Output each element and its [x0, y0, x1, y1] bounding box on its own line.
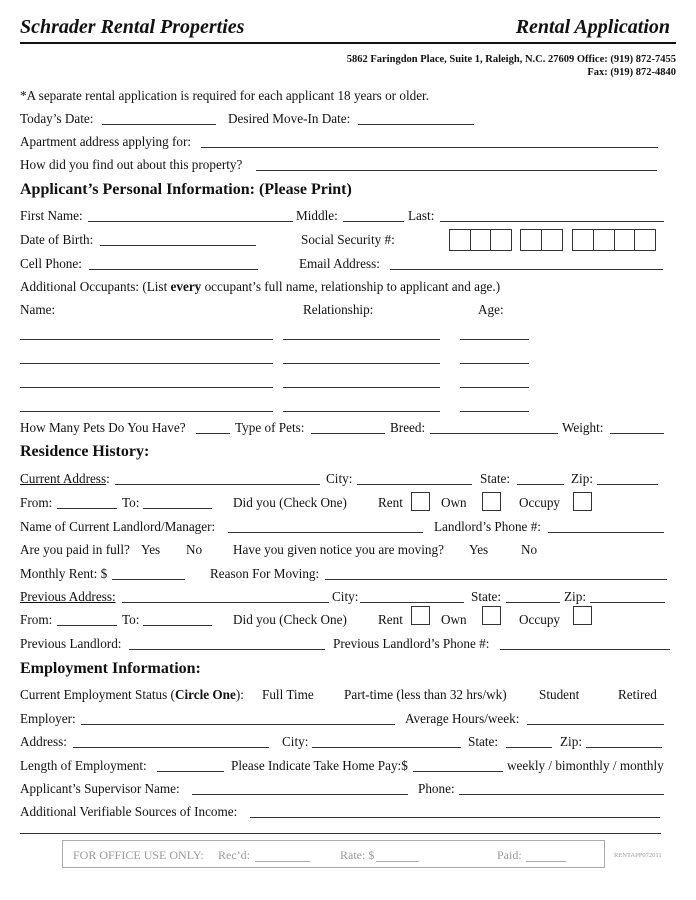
prev-check-one-label: Did you (Check One): [233, 612, 347, 627]
company-name: Schrader Rental Properties: [20, 16, 245, 38]
dob-field[interactable]: [100, 245, 256, 246]
zip-label: Zip:: [571, 471, 593, 486]
first-name-field[interactable]: [88, 221, 293, 222]
avg-hours-label: Average Hours/week:: [405, 711, 520, 726]
employer-state-label: State:: [468, 734, 499, 749]
landlord-phone-field[interactable]: [548, 532, 664, 533]
apt-address-label: Apartment address applying for:: [20, 134, 192, 149]
take-home-label: Please Indicate Take Home Pay:$: [231, 758, 408, 773]
pets-count-label: How Many Pets Do You Have?: [20, 420, 186, 435]
occupant-age-field[interactable]: [460, 363, 529, 364]
employment-status-label: Current Employment Status (Circle One):: [20, 687, 244, 702]
ssn-group-3[interactable]: [572, 229, 656, 251]
occupants-instructions: Additional Occupants: (List every occupant’s full name, relationship to applicant and age.): [20, 279, 501, 294]
ssn-group-2[interactable]: [520, 229, 563, 251]
own-checkbox[interactable]: [482, 492, 501, 511]
header-rule: [20, 42, 676, 44]
status-part-time[interactable]: Part-time (less than 32 hrs/wk): [344, 687, 507, 702]
reason-label: Reason For Moving:: [210, 566, 320, 581]
monthly-rent-field[interactable]: [112, 579, 185, 580]
move-in-label: Desired Move-In Date:: [228, 111, 351, 126]
occupant-name-field[interactable]: [20, 339, 273, 340]
prev-from-label: From:: [20, 612, 53, 627]
additional-income-label: Additional Verifiable Sources of Income:: [20, 804, 238, 819]
fax-number: Fax: (919) 872-4840: [587, 67, 676, 78]
occupant-relationship-field[interactable]: [283, 411, 440, 412]
document-title: Rental Application: [515, 16, 670, 38]
residence-heading: Residence History:: [20, 443, 150, 460]
status-student[interactable]: Student: [539, 687, 580, 702]
to-label: To:: [122, 495, 140, 510]
paid-full-no[interactable]: No: [186, 542, 203, 557]
occupant-name-field[interactable]: [20, 411, 273, 412]
status-retired[interactable]: Retired: [618, 687, 657, 702]
office-paid-field[interactable]: [526, 861, 566, 862]
current-address-field[interactable]: [115, 484, 320, 485]
move-in-field[interactable]: [358, 124, 474, 125]
employer-zip-field[interactable]: [586, 747, 662, 748]
supervisor-field[interactable]: [192, 794, 408, 795]
paid-full-label: Are you paid in full?: [20, 542, 130, 557]
avg-hours-field[interactable]: [527, 724, 664, 725]
additional-income-field[interactable]: [250, 817, 660, 818]
office-rate-field[interactable]: [376, 861, 419, 862]
occupant-age-field[interactable]: [460, 387, 529, 388]
email-label: Email Address:: [299, 256, 380, 271]
landlord-phone-label: Landlord’s Phone #:: [434, 519, 541, 534]
city-label: City:: [326, 471, 353, 486]
additional-income-field-2[interactable]: [20, 833, 661, 834]
prev-own-checkbox[interactable]: [482, 606, 501, 625]
employer-field[interactable]: [81, 724, 395, 725]
supervisor-phone-field[interactable]: [459, 794, 664, 795]
application-note: *A separate rental application is required for each applicant 18 years or older.: [20, 88, 430, 103]
supervisor-phone-label: Phone:: [418, 781, 455, 796]
monthly-rent-label: Monthly Rent: $: [20, 566, 108, 581]
prev-from-field[interactable]: [57, 625, 117, 626]
apt-address-field[interactable]: [201, 147, 658, 148]
pets-count-field[interactable]: [196, 433, 230, 434]
occupant-relationship-header: Relationship:: [303, 302, 374, 317]
weight-field[interactable]: [610, 433, 664, 434]
state-label: State:: [480, 471, 511, 486]
prev-rent-label: Rent: [378, 612, 403, 627]
prev-state-field[interactable]: [506, 602, 560, 603]
notice-yes[interactable]: Yes: [469, 542, 489, 557]
cell-phone-label: Cell Phone:: [20, 256, 82, 271]
office-use-box: [62, 840, 605, 868]
employment-heading: Employment Information:: [20, 660, 201, 677]
office-use-label: FOR OFFICE USE ONLY:: [73, 848, 204, 862]
occupant-name-header: Name:: [20, 302, 56, 317]
todays-date-field[interactable]: [102, 124, 216, 125]
dob-label: Date of Birth:: [20, 232, 94, 247]
take-home-field[interactable]: [413, 771, 503, 772]
pet-type-label: Type of Pets:: [235, 420, 305, 435]
prev-landlord-phone-field[interactable]: [500, 649, 670, 650]
own-label: Own: [441, 495, 467, 510]
email-field[interactable]: [390, 269, 663, 270]
current-address-label: Current Address:: [20, 471, 110, 486]
breed-field[interactable]: [430, 433, 558, 434]
first-name-label: First Name:: [20, 208, 83, 223]
form-code: RENTAPP072011: [614, 852, 662, 859]
employer-city-field[interactable]: [312, 747, 461, 748]
prev-rent-checkbox[interactable]: [411, 606, 430, 625]
prev-state-label: State:: [471, 589, 502, 604]
landlord-field[interactable]: [228, 532, 423, 533]
previous-address-label: Previous Address:: [20, 589, 116, 604]
cell-phone-field[interactable]: [89, 269, 258, 270]
found-out-label: How did you find out about this property?: [20, 157, 243, 172]
prev-to-label: To:: [122, 612, 140, 627]
prev-occupy-label: Occupy: [519, 612, 561, 627]
status-full-time[interactable]: Full Time: [262, 687, 314, 702]
pet-type-field[interactable]: [311, 433, 385, 434]
prev-landlord-field[interactable]: [129, 649, 325, 650]
prev-city-field[interactable]: [360, 602, 464, 603]
check-one-label: Did you (Check One): [233, 495, 347, 510]
notice-label: Have you given notice you are moving?: [233, 542, 444, 557]
length-employment-field[interactable]: [157, 771, 224, 772]
last-name-field[interactable]: [440, 221, 664, 222]
supervisor-label: Applicant’s Supervisor Name:: [20, 781, 180, 796]
occupant-relationship-field[interactable]: [283, 339, 440, 340]
employer-address-field[interactable]: [73, 747, 269, 748]
employer-zip-label: Zip:: [560, 734, 582, 749]
from-label: From:: [20, 495, 53, 510]
ssn-group-1[interactable]: [449, 229, 512, 251]
personal-info-heading: Applicant’s Personal Information: (Please Print): [20, 181, 352, 198]
length-employment-label: Length of Employment:: [20, 758, 147, 773]
employer-label: Employer:: [20, 711, 76, 726]
occupy-label: Occupy: [519, 495, 561, 510]
prev-landlord-phone-label: Previous Landlord’s Phone #:: [333, 636, 490, 651]
to-field[interactable]: [143, 508, 212, 509]
occupant-name-field[interactable]: [20, 387, 273, 388]
found-out-field[interactable]: [256, 170, 657, 171]
employer-state-field[interactable]: [506, 747, 552, 748]
pay-period-options[interactable]: weekly / bimonthly / monthly: [507, 758, 664, 773]
reason-field[interactable]: [325, 579, 667, 580]
landlord-label: Name of Current Landlord/Manager:: [20, 519, 216, 534]
employer-city-label: City:: [282, 734, 309, 749]
weight-label: Weight:: [562, 420, 604, 435]
office-recd-field[interactable]: [255, 861, 310, 862]
ssn-label: Social Security #:: [301, 232, 395, 247]
middle-name-field[interactable]: [343, 221, 404, 222]
prev-zip-field[interactable]: [590, 602, 665, 603]
paid-full-yes[interactable]: Yes: [141, 542, 161, 557]
occupant-name-field[interactable]: [20, 363, 273, 364]
prev-own-label: Own: [441, 612, 467, 627]
state-field[interactable]: [517, 484, 564, 485]
occupant-age-header: Age:: [478, 302, 504, 317]
occupant-relationship-field[interactable]: [283, 363, 440, 364]
prev-landlord-label: Previous Landlord:: [20, 636, 122, 651]
office-paid-label: Paid:: [497, 848, 522, 862]
city-field[interactable]: [357, 484, 472, 485]
office-rate-label: Rate: $: [340, 848, 375, 862]
zip-field[interactable]: [597, 484, 658, 485]
office-recd-label: Rec’d:: [218, 848, 250, 862]
rent-checkbox[interactable]: [411, 492, 430, 511]
previous-address-field[interactable]: [122, 602, 329, 603]
office-address: 5862 Faringdon Place, Suite 1, Raleigh, N.C. 27609 Office: (919) 872-7455: [346, 54, 676, 65]
rent-label: Rent: [378, 495, 403, 510]
breed-label: Breed:: [390, 420, 426, 435]
employer-address-label: Address:: [20, 734, 67, 749]
from-field[interactable]: [57, 508, 117, 509]
middle-name-label: Middle:: [296, 208, 338, 223]
occupant-age-field[interactable]: [460, 411, 529, 412]
occupant-relationship-field[interactable]: [283, 387, 440, 388]
occupy-checkbox[interactable]: [573, 492, 592, 511]
last-name-label: Last:: [408, 208, 435, 223]
todays-date-label: Today’s Date:: [20, 111, 94, 126]
prev-to-field[interactable]: [143, 625, 212, 626]
prev-zip-label: Zip:: [564, 589, 586, 604]
prev-city-label: City:: [332, 589, 359, 604]
notice-no[interactable]: No: [521, 542, 538, 557]
prev-occupy-checkbox[interactable]: [573, 606, 592, 625]
occupant-age-field[interactable]: [460, 339, 529, 340]
